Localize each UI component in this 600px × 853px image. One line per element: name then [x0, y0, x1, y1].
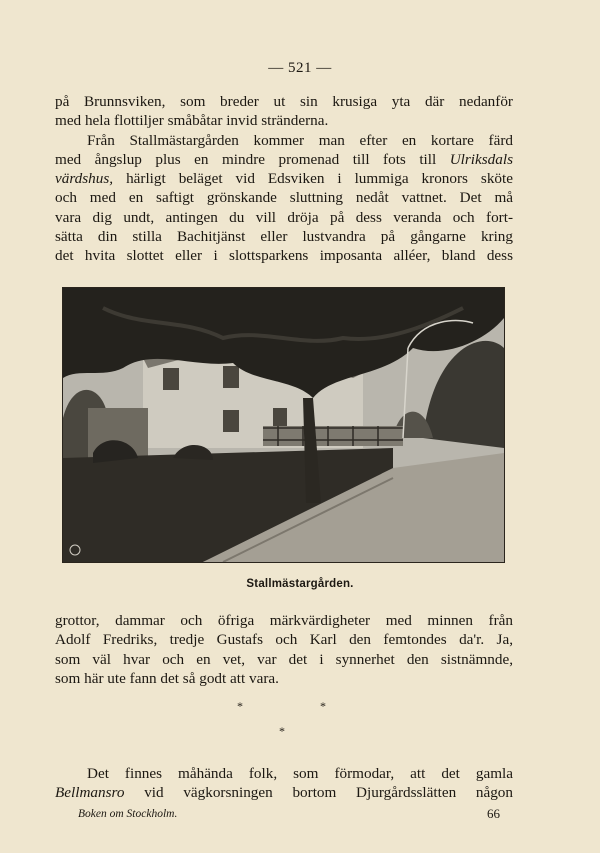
footer-signature-number: 66 [487, 806, 500, 821]
footer-book-title: Boken om Stockholm. [78, 808, 178, 820]
text-block-top [55, 92, 513, 266]
text-block-after-figure [55, 611, 513, 688]
separator-asterisk: * [237, 699, 243, 713]
text-line: det hvita slottet eller i slottsparkens imposanta alléer, bland dess [55, 247, 513, 265]
text-line: Det finnes måhända folk, som förmodar, att det gamla [87, 765, 513, 782]
text-span: härligt beläget vid Edsviken i lummiga kronors sköte [113, 170, 513, 188]
text-line: Adolf Fredriks, tredje Gustafs och Karl den femtondes da'r. Ja, [55, 631, 513, 649]
separator-asterisk: * [279, 724, 285, 738]
text-line: på Brunnsviken, som breder ut sin krusiga yta där nedanför [55, 93, 513, 110]
text-line: grottor, dammar och öfriga märkvärdigheter med minnen från [55, 612, 513, 629]
figure-caption: Stallmästargården. [246, 578, 354, 590]
place-name-italic: värdshus, [55, 170, 114, 188]
text-span: vid vägkorsningen bortom Djurgårdsslätten någon [124, 784, 513, 802]
place-name-italic: Bellmansro [55, 784, 125, 802]
page-number: — 521 — [268, 60, 332, 76]
photograph [62, 287, 505, 563]
text-line [55, 150, 513, 169]
photograph-stallmastargarden-image [63, 288, 504, 562]
text-span: med ångslup plus en mindre promenad till fots till [55, 150, 450, 168]
text-line [55, 169, 513, 188]
separator-asterisk: * [320, 699, 326, 713]
place-name-italic: Ulriksdals [449, 150, 513, 168]
text-line: sätta din stilla Bachitjänst eller lustvandra på gångarne kring [55, 228, 513, 246]
text-line: vara dig undt, antingen du vill dröja på dess veranda och fort- [55, 208, 513, 226]
text-line [55, 783, 513, 802]
text-line: som här ute fann det så godt att vara. [55, 669, 279, 687]
text-line: Från Stallmästargården kommer man efter en kortare färd [87, 131, 513, 149]
text-line: som väl hvar och en vet, var det i synnerhet den sistnämnde, [55, 650, 513, 668]
text-line: med hela flottiljer småbåtar invid stränderna. [55, 112, 329, 130]
text-line: och med en saftigt grönskande sluttning nedåt vattnet. Det må [55, 189, 513, 207]
text-block-bottom [55, 764, 513, 803]
